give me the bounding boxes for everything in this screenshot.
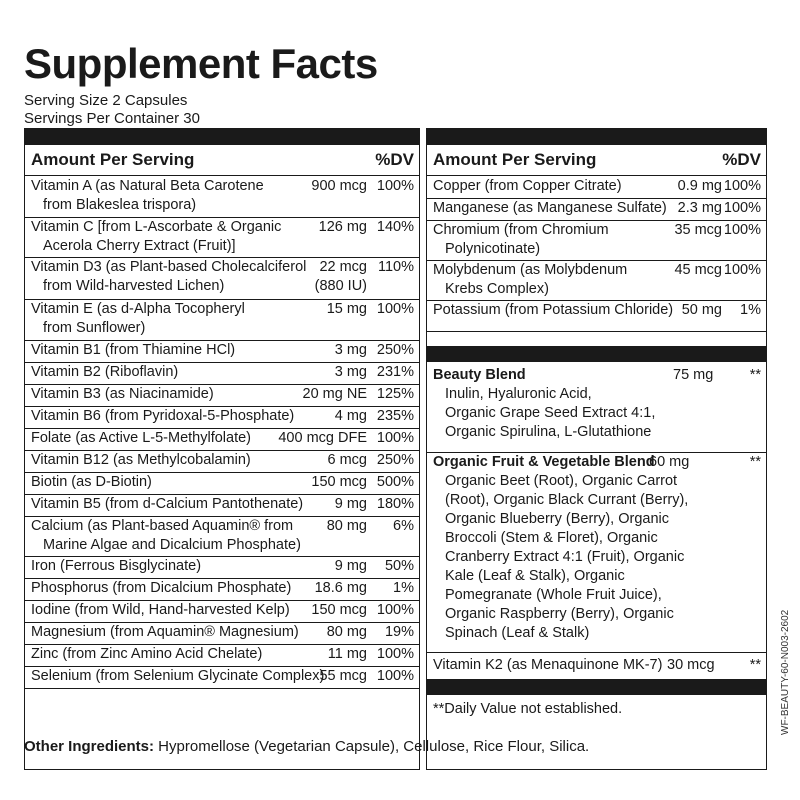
nutrient-dv: 100%	[376, 646, 414, 662]
amount-line: 20 mg NE	[302, 386, 367, 402]
amount-line: 900 mcg	[311, 178, 367, 194]
nutrient-dv: 19%	[384, 624, 414, 640]
nutrient-name	[31, 385, 214, 404]
nutrient-amount: 30 mcg	[667, 657, 715, 673]
nutrient-row	[25, 217, 419, 258]
column-header	[427, 145, 766, 176]
amount-line: 3 mg	[334, 364, 367, 380]
nutrient-name	[31, 218, 281, 256]
nutrient-dv: 250%	[376, 342, 414, 358]
nutrient-dv: 100%	[376, 301, 414, 317]
amount-line: 80 mg	[326, 518, 367, 534]
nutrient-name	[31, 517, 301, 555]
nutrient-name	[31, 473, 152, 492]
amount-line: 126 mg	[318, 219, 367, 235]
nutrient-row	[25, 622, 419, 645]
nutrient-name-line: from Blakeslea trispora)	[43, 197, 197, 213]
nutrient-name	[31, 407, 294, 426]
section-bar	[427, 346, 766, 362]
nutrient-row	[25, 644, 419, 667]
amount-line: 4 mg	[334, 408, 367, 424]
nutrient-name-line: Selenium (from Selenium Glycinate Complex)	[31, 668, 325, 684]
blend-dv: **	[749, 454, 761, 470]
nutrient-dv: 100%	[723, 262, 761, 278]
blend-name: Beauty Blend	[433, 367, 526, 383]
nutrient-amount	[303, 385, 367, 404]
amount-line: 150 mcg	[311, 602, 367, 618]
nutrient-row	[25, 428, 419, 451]
panel-title: Supplement Facts	[24, 40, 378, 87]
nutrient-name-line: Vitamin B5 (from d-Calcium Pantothenate)	[31, 496, 304, 512]
amount-line: 50 mg	[681, 302, 722, 318]
nutrient-row	[25, 578, 419, 601]
amount-line: 35 mcg	[674, 222, 722, 238]
amount-line: 9 mg	[334, 558, 367, 574]
nutrient-name	[31, 601, 290, 620]
nutrient-row	[25, 257, 419, 300]
nutrient-dv: 100%	[376, 602, 414, 618]
footnote: **Daily Value not established.	[433, 701, 623, 717]
nutrient-name: Vitamin K2 (as Menaquinone MK-7)	[433, 657, 663, 673]
nutrient-name-line: Folate (as Active L-5-Methylfolate)	[31, 430, 252, 446]
nutrient-row	[25, 299, 419, 341]
blend-row	[427, 365, 766, 453]
nutrient-name-line: Krebs Complex)	[445, 281, 549, 297]
blend-ingredient-line: Organic Grape Seed Extract 4:1,	[445, 405, 656, 421]
nutrient-amount	[311, 601, 367, 620]
nutrient-row	[25, 384, 419, 407]
left-facts-panel	[24, 128, 420, 770]
amount-line: 0.9 mg	[677, 178, 722, 194]
nutrient-amount	[319, 218, 367, 237]
amount-line: (880 IU)	[314, 278, 367, 294]
nutrient-name	[433, 261, 627, 299]
column-header	[25, 145, 419, 176]
nutrient-dv: 110%	[377, 259, 414, 275]
blend-amount: 75 mg	[673, 367, 714, 383]
nutrient-dv: 6%	[393, 518, 414, 534]
nutrient-row	[427, 260, 766, 301]
nutrient-row	[25, 176, 419, 218]
nutrient-dv: 180%	[376, 496, 414, 512]
nutrient-name-line: Vitamin D3 (as Plant-based Cholecalciferol	[31, 259, 307, 275]
nutrient-dv: 1%	[393, 580, 414, 596]
other-ingredients-list: Hypromellose (Vegetarian Capsule), Cellulose, Rice Flour, Silica.	[154, 738, 590, 755]
blend-name: Organic Fruit & Vegetable Blend	[433, 454, 655, 470]
nutrient-amount	[327, 623, 367, 642]
right-facts-panel	[426, 128, 767, 770]
nutrient-dv: 100%	[376, 668, 414, 684]
nutrient-amount	[278, 429, 367, 448]
blend-ingredient-line: Cranberry Extract 4:1 (Fruit), Organic	[445, 549, 685, 565]
blend-ingredient-line: Spinach (Leaf & Stalk)	[445, 625, 590, 641]
product-code: WF-BEAUTY-60-N003-2602	[780, 609, 791, 735]
nutrient-name-line: Vitamin B1 (from Thiamine HCl)	[31, 342, 236, 358]
nutrient-dv: 100%	[376, 178, 414, 194]
nutrient-row	[25, 472, 419, 495]
dv-header: %DV	[722, 150, 761, 169]
nutrient-row	[25, 450, 419, 473]
nutrient-dv: 100%	[376, 430, 414, 446]
amount-line: 11 mg	[327, 646, 367, 662]
nutrient-amount	[335, 557, 367, 576]
nutrient-dv: 125%	[376, 386, 414, 402]
nutrient-name-line: Acerola Cherry Extract (Fruit)]	[43, 238, 236, 254]
nutrient-row	[25, 516, 419, 557]
nutrient-amount	[678, 199, 722, 218]
nutrient-row	[25, 600, 419, 623]
nutrient-name	[433, 199, 667, 218]
nutrient-row	[427, 198, 766, 221]
nutrient-dv: 500%	[376, 474, 414, 490]
nutrient-name	[31, 623, 299, 642]
nutrient-name-line: Vitamin B12 (as Methylcobalamin)	[31, 452, 251, 468]
dv-header: %DV	[375, 150, 414, 169]
nutrient-name	[433, 177, 622, 196]
nutrient-amount	[311, 177, 367, 196]
nutrient-name-line: Biotin (as D-Biotin)	[31, 474, 152, 490]
nutrient-amount	[327, 517, 367, 536]
nutrient-name	[31, 258, 306, 296]
nutrient-name	[433, 221, 609, 259]
nutrient-name	[31, 341, 235, 360]
nutrient-name	[31, 177, 264, 215]
top-bar	[427, 129, 766, 145]
nutrient-amount	[335, 363, 367, 382]
nutrient-dv: 100%	[723, 178, 761, 194]
nutrient-name-line: Copper (from Copper Citrate)	[433, 178, 622, 194]
amount-line: 45 mcg	[674, 262, 722, 278]
blend-ingredient-line: Organic Blueberry (Berry), Organic	[445, 511, 670, 527]
amount-line: 22 mcg	[319, 259, 367, 275]
nutrient-row	[427, 655, 766, 679]
blend-ingredients	[445, 472, 688, 643]
nutrient-name	[31, 429, 251, 448]
nutrient-amount	[674, 221, 722, 240]
nutrient-row	[25, 362, 419, 385]
nutrient-name-line: Calcium (as Plant-based Aquamin® from	[31, 518, 294, 534]
amount-line: 55 mcg	[319, 668, 367, 684]
nutrient-amount	[315, 579, 367, 598]
blend-ingredient-line: Kale (Leaf & Stalk), Organic	[445, 568, 625, 584]
amount-line: 150 mcg	[311, 474, 367, 490]
nutrient-name-line: Vitamin B2 (Riboflavin)	[31, 364, 179, 380]
nutrient-dv: 100%	[723, 222, 761, 238]
section-bar	[427, 679, 766, 695]
amount-header: Amount Per Serving	[31, 150, 195, 169]
other-ingredients-label: Other Ingredients:	[24, 738, 155, 755]
nutrient-amount	[311, 473, 367, 492]
nutrient-row	[427, 176, 766, 199]
nutrient-name-line: Magnesium (from Aquamin® Magnesium)	[31, 624, 299, 640]
nutrient-dv: 235%	[376, 408, 414, 424]
amount-line: 15 mg	[326, 301, 367, 317]
nutrient-name-line: Zinc (from Zinc Amino Acid Chelate)	[31, 646, 263, 662]
nutrient-name	[31, 645, 262, 664]
amount-line: 80 mg	[326, 624, 367, 640]
blend-ingredient-line: Organic Beet (Root), Organic Carrot	[445, 473, 678, 489]
nutrient-name	[433, 301, 673, 320]
nutrient-row	[25, 494, 419, 517]
nutrient-amount	[335, 407, 367, 426]
nutrient-amount	[327, 300, 367, 319]
nutrient-row	[25, 406, 419, 429]
nutrient-amount	[328, 645, 367, 664]
blend-amount: 60 mg	[649, 454, 690, 470]
nutrient-name-line: Polynicotinate)	[445, 241, 541, 257]
blend-dv: **	[749, 367, 761, 383]
nutrient-name	[31, 495, 303, 514]
nutrient-dv: 140%	[376, 219, 414, 235]
blend-ingredient-line: Organic Spirulina, L-Glutathione	[445, 424, 652, 440]
nutrient-name-line: Phosphorus (from Dicalcium Phosphate)	[31, 580, 292, 596]
blend-ingredient-line: Organic Raspberry (Berry), Organic	[445, 606, 674, 622]
nutrient-dv: 250%	[376, 452, 414, 468]
amount-line: 3 mg	[334, 342, 367, 358]
nutrient-name-line: Iodine (from Wild, Hand-harvested Kelp)	[31, 602, 290, 618]
blend-ingredient-line: Pomegranate (Whole Fruit Juice),	[445, 587, 662, 603]
nutrient-amount	[328, 451, 368, 470]
amount-line: 18.6 mg	[314, 580, 367, 596]
nutrient-name-line: Vitamin B6 (from Pyridoxal-5-Phosphate)	[31, 408, 295, 424]
amount-line: 2.3 mg	[677, 200, 722, 216]
nutrient-name-line: Vitamin C [from L-Ascorbate & Organic	[31, 219, 282, 235]
nutrient-name-line: from Sunflower)	[43, 320, 146, 336]
nutrient-dv: 50%	[384, 558, 414, 574]
nutrient-row	[25, 340, 419, 363]
nutrient-name-line: Vitamin A (as Natural Beta Carotene	[31, 178, 264, 194]
servings-per-container: Servings Per Container 30	[24, 110, 200, 127]
nutrient-name	[31, 557, 201, 576]
nutrient-name	[31, 300, 245, 338]
amount-line: 400 mcg DFE	[278, 430, 367, 446]
nutrient-name-line: Marine Algae and Dicalcium Phosphate)	[43, 537, 301, 553]
nutrient-name-line: Potassium (from Potassium Chloride)	[433, 302, 674, 318]
amount-header: Amount Per Serving	[433, 150, 597, 169]
nutrient-name-line: Iron (Ferrous Bisglycinate)	[31, 558, 202, 574]
nutrient-dv: 231%	[376, 364, 414, 380]
nutrient-row	[427, 220, 766, 261]
nutrient-dv: **	[749, 657, 761, 673]
top-bar	[25, 129, 419, 145]
blend-ingredient-line: Broccoli (Stem & Floret), Organic	[445, 530, 658, 546]
other-ingredients	[24, 738, 589, 755]
nutrient-name-line: Chromium (from Chromium	[433, 222, 609, 238]
nutrient-name	[31, 451, 251, 470]
amount-line: 6 mcg	[327, 452, 367, 468]
nutrient-row	[25, 666, 419, 689]
nutrient-name-line: from Wild-harvested Lichen)	[43, 278, 225, 294]
nutrient-name-line: Molybdenum (as Molybdenum	[433, 262, 628, 278]
nutrient-amount	[315, 258, 367, 296]
nutrient-amount	[682, 301, 722, 320]
blend-ingredient-line: Inulin, Hyaluronic Acid,	[445, 386, 592, 402]
amount-line: 9 mg	[334, 496, 367, 512]
nutrient-row	[25, 556, 419, 579]
nutrient-amount	[319, 667, 367, 686]
nutrient-name-line: Manganese (as Manganese Sulfate)	[433, 200, 667, 216]
nutrient-name	[31, 667, 324, 686]
nutrient-amount	[678, 177, 722, 196]
blend-ingredients	[445, 385, 655, 442]
nutrient-name-line: Vitamin B3 (as Niacinamide)	[31, 386, 214, 402]
nutrient-amount	[335, 495, 367, 514]
serving-size: Serving Size 2 Capsules	[24, 92, 188, 109]
nutrient-amount	[674, 261, 722, 280]
nutrient-name	[31, 579, 291, 598]
nutrient-name-line: Vitamin E (as d-Alpha Tocopheryl	[31, 301, 245, 317]
blend-ingredient-line: (Root), Organic Black Currant (Berry),	[445, 492, 689, 508]
nutrient-dv: 100%	[723, 200, 761, 216]
nutrient-name	[31, 363, 178, 382]
nutrient-amount	[335, 341, 367, 360]
nutrient-dv: 1%	[740, 302, 761, 318]
nutrient-row	[427, 300, 766, 332]
blend-row	[427, 452, 766, 653]
